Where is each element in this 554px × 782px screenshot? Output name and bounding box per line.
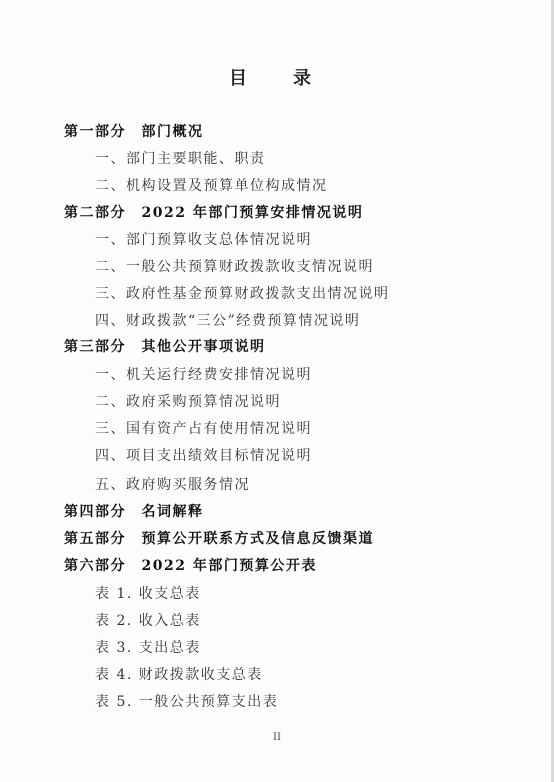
toc-table-item: 表 1. 收支总表: [95, 586, 201, 602]
toc-item: 一、部门主要职能、职责: [95, 151, 266, 167]
toc-item: 一、机关运行经费安排情况说明: [95, 367, 312, 383]
toc-item: 五、政府购买服务情况: [95, 477, 250, 493]
toc-part-3: 第三部分 其他公开事项说明: [64, 339, 266, 355]
toc-part-4: 第四部分 名词解释: [64, 504, 204, 520]
toc-item: 二、一般公共预算财政拨款收支情况说明: [95, 259, 374, 275]
toc-item: 四、财政拨款“三公”经费预算情况说明: [95, 313, 361, 329]
toc-table-item: 表 4. 财政拨款收支总表: [95, 667, 263, 683]
toc-part-5: 第五部分 预算公开联系方式及信息反馈渠道: [64, 531, 374, 547]
toc-part-1: 第一部分 部门概况: [64, 124, 204, 140]
toc-item: 三、国有资产占有使用情况说明: [95, 421, 312, 437]
toc-table-item: 表 5. 一般公共预算支出表: [95, 694, 279, 710]
toc-item: 二、政府采购预算情况说明: [95, 394, 281, 410]
toc-table-item: 表 2. 收入总表: [95, 613, 201, 629]
toc-item: 四、项目支出绩效目标情况说明: [95, 448, 312, 464]
page-number: II: [273, 732, 281, 743]
toc-item: 二、机构设置及预算单位构成情况: [95, 178, 328, 194]
toc-item: 三、政府性基金预算财政拨款支出情况说明: [95, 286, 390, 302]
toc-item: 一、部门预算收支总体情况说明: [95, 232, 312, 248]
toc-part-6: 第六部分 2022 年部门预算公开表: [64, 558, 317, 574]
toc-part-2: 第二部分 2022 年部门预算安排情况说明: [64, 205, 364, 221]
toc-table-item: 表 3. 支出总表: [95, 640, 201, 656]
page-title: 目 录: [229, 68, 325, 89]
